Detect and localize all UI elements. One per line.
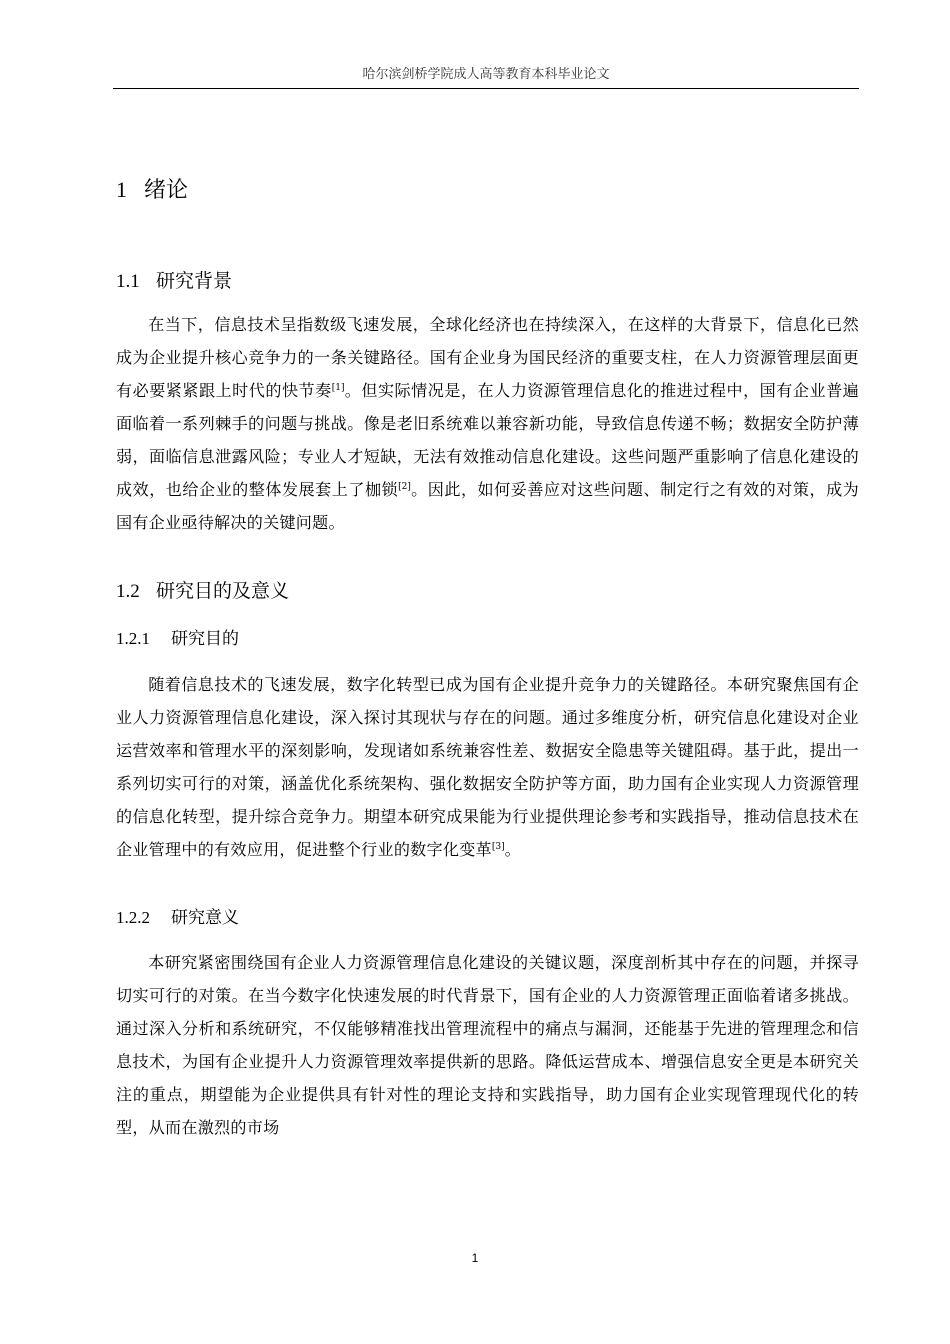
running-header: 哈尔滨剑桥学院成人高等教育本科毕业论文 (362, 67, 610, 82)
subsection-number: 1.2.1 (116, 629, 150, 648)
chapter-heading (116, 174, 188, 207)
chapter-number: 1 (116, 177, 127, 202)
chapter-title: 绪论 (144, 178, 189, 203)
paragraph-text: 在当下，信息技术呈指数级飞速发展，全球化经济也在持续深入，在这样的大背景下，信息化已然成为企业提升核心竞争力的一条关键路径。国有企业身为国民经济的重要支柱，在人力资源管理层面更有必要紧紧跟上时代的快节奏 (116, 315, 859, 400)
paragraph-text: 。因此，如何妥善应对这些问题、制定行之有效的对策，成为国有企业亟待解决的关键问题。 (116, 480, 860, 532)
subsection-title: 研究目的 (171, 629, 239, 649)
section-number: 1.1 (116, 271, 140, 292)
citation-2: [2] (398, 482, 411, 492)
paragraph-text: 。但实际情况是，在人力资源管理信息化的推进过程中，国有企业普遍面临着一系列棘手的问题与挑战。像是老旧系统难以兼容新功能，导致信息传递不畅；数据安全防护薄弱，面临信息泄露风险；专业人才短缺，无法有效推动信息化建设。这些问题严重影响了信息化建设的成效，也给企业的整体发展套上了枷锁 (116, 381, 860, 499)
section-number: 1.2 (116, 581, 140, 602)
page-number: 1 (471, 1251, 479, 1265)
subsection-heading-1-2-2 (116, 905, 239, 931)
paragraph-research-significance (116, 946, 859, 1144)
section-title: 研究目的及意义 (156, 580, 290, 602)
paragraph-text: 本研究紧密围绕国有企业人力资源管理信息化建设的关键议题，深度剖析其中存在的问题，并探寻切实可行的对策。在当今数字化快速发展的时代背景下，国有企业的人力资源管理正面临着诸多挑战。通过深入分析和系统研究，不仅能够精准找出管理流程中的痛点与漏洞，还能基于先进的管理理念和信息技术，为国有企业提升人力资源管理效率提供新的思路。降低运营成本、增强信息安全更是本研究关注的重点，期望能为企业提供具有针对性的理论支持和实践指导，助力国有企业实现管理现代化的转型，从而在激烈的市场 (116, 953, 859, 1137)
paragraph-text: 随着信息技术的飞速发展，数字化转型已成为国有企业提升竞争力的关键路径。本研究聚焦国有企业人力资源管理信息化建设，深入探讨其现状与存在的问题。通过多维度分析，研究信息化建设对企业运营效率和管理水平的深刻影响，发现诸如系统兼容性差、数据安全隐患等关键阻碍。基于此，提出一系列切实可行的对策，涵盖优化系统架构、强化数据安全防护等方面，助力国有企业实现人力资源管理的信息化转型，提升综合竞争力。期望本研究成果能为行业提供理论参考和实践指导，推动信息技术在企业管理中的有效应用，促进整个行业的数字化变革 (116, 675, 859, 859)
subsection-number: 1.2.2 (116, 908, 150, 927)
paragraph-research-background (116, 308, 859, 539)
citation-3: [3] (491, 842, 505, 852)
subsection-title: 研究意义 (171, 908, 239, 928)
header-rule (113, 88, 859, 89)
citation-1: [1] (331, 383, 345, 393)
section-heading-1-2 (116, 577, 289, 606)
paragraph-research-purpose (116, 668, 859, 866)
paragraph-text: 。 (504, 840, 521, 859)
section-title: 研究背景 (156, 270, 233, 292)
subsection-heading-1-2-1 (116, 626, 239, 652)
section-heading-1-1 (116, 267, 232, 296)
